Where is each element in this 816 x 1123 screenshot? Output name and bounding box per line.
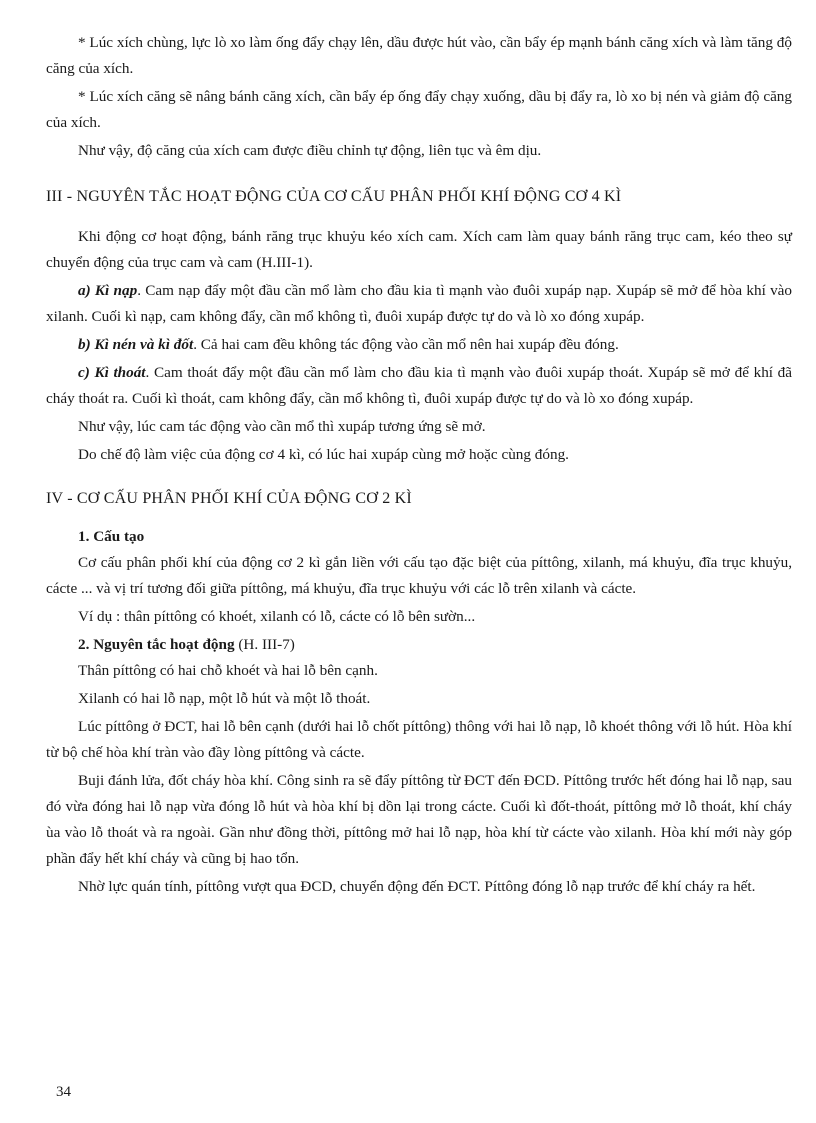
label-ki-nap: a) Kì nạp xyxy=(78,282,138,299)
paragraph-xich-cang: * Lúc xích căng sẽ nâng bánh căng xích, cần bẩy ép ống đẩy chạy xuống, dầu bị đẩy ra, lò xo bị nén và giảm độ căng của xích. xyxy=(46,88,792,131)
section-heading-iv: IV - CƠ CẤU PHÂN PHỐI KHÍ CỦA ĐỘNG CƠ 2 KÌ xyxy=(46,490,412,507)
paragraph-luc-pittong: Lúc píttông ở ĐCT, hai lỗ bên cạnh (dưới hai lỗ chốt píttông) thông với hai lỗ nạp, lỗ khoét thông với lỗ hút. Hòa khí từ bộ chế hòa khí tràn vào đầy lòng píttông và cácte. xyxy=(46,718,792,761)
paragraph-xilanh: Xilanh có hai lỗ nạp, một lỗ hút và một lỗ thoát. xyxy=(78,690,371,707)
subheading-nguyen-tac xyxy=(78,632,792,658)
paragraph-nhu-vay-xich: Như vậy, độ căng của xích cam được điều chỉnh tự động, liên tục và êm dịu. xyxy=(78,142,542,159)
paragraph-xich-chung: * Lúc xích chùng, lực lò xo làm ống đẩy chạy lên, dầu được hút vào, cần bẩy ép mạnh bánh căng xích và làm tăng độ căng của xích. xyxy=(46,34,792,77)
text-ki-nen-dot: . Cả hai cam đều không tác động vào cần mổ nên hai xupáp đều đóng. xyxy=(193,336,619,353)
paragraph-ki-nap xyxy=(46,278,792,330)
label-ki-thoat: c) Kì thoát xyxy=(78,364,146,381)
paragraph-nho-luc: Nhờ lực quán tính, píttông vượt qua ĐCD, chuyển động đến ĐCT. Píttông đóng lỗ nạp trước để khí cháy ra hết. xyxy=(78,878,756,895)
section-heading-iii: III - NGUYÊN TẮC HOẠT ĐỘNG CỦA CƠ CẤU PHÂN PHỐI KHÍ ĐỘNG CƠ 4 KÌ xyxy=(46,188,622,205)
paragraph-buji: Buji đánh lửa, đốt cháy hòa khí. Công sinh ra sẽ đẩy píttông từ ĐCT đến ĐCD. Píttông trước hết đóng hai lỗ nạp, sau đó vừa đóng hai lỗ nạp vừa đóng lỗ hút và hòa khí bị dồn lại trong cácte. Cuối kì đốt-thoát, píttông mở lỗ thoát, khí cháy ùa vào lỗ thoát và ra ngoài. Gần như đồng thời, píttông mở hai lỗ nạp, hòa khí từ cácte vào xilanh. Hòa khí mới này góp phần đẩy hết khí cháy và cũng bị hao tổn. xyxy=(46,772,792,867)
paragraph-ki-thoat xyxy=(46,360,792,412)
subheading-nguyen-tac-text: 2. Nguyên tắc hoạt động xyxy=(78,636,235,653)
paragraph-do-che-do: Do chế độ làm việc của động cơ 4 kì, có lúc hai xupáp cùng mở hoặc cùng đóng. xyxy=(78,446,569,463)
subheading-cau-tao: 1. Cấu tạo xyxy=(78,528,145,545)
figure-reference: (H. III-7) xyxy=(234,636,295,653)
paragraph-co-cau: Cơ cấu phân phối khí của động cơ 2 kì gắn liền với cấu tạo đặc biệt của píttông, xilanh, má khuỷu, đĩa trục khuỷu, cácte ... và vị trí tương đối giữa píttông, má khuỷu, đĩa trục khuỷu với các lỗ trên xilanh và cácte. xyxy=(46,554,792,597)
document-page xyxy=(46,30,792,1100)
paragraph-than-pittong: Thân píttông có hai chỗ khoét và hai lỗ bên cạnh. xyxy=(78,662,378,679)
page-number: 34 xyxy=(56,1084,71,1100)
text-ki-thoat: . Cam thoát đẩy một đầu cần mổ làm cho đầu kia tì mạnh vào đuôi xupáp thoát. Xupáp sẽ mở để khí đã cháy thoát ra. Cuối kì thoát, cam không đẩy, cần mổ không tì, đuôi xupáp được tự do và lò xo đóng xupáp. xyxy=(46,364,792,407)
text-ki-nap: . Cam nạp đẩy một đầu cần mổ làm cho đầu kia tì mạnh vào đuôi xupáp nạp. Xupáp sẽ mở để hòa khí vào xilanh. Cuối kì nạp, cam không đẩy, cần mổ không tì, đuôi xupáp được tự do và lò xo đóng xupáp. xyxy=(46,282,792,325)
paragraph-vi-du: Ví dụ : thân píttông có khoét, xilanh có lỗ, cácte có lỗ bên sườn... xyxy=(78,608,476,625)
paragraph-khi-dong-co: Khi động cơ hoạt động, bánh răng trục khuỷu kéo xích cam. Xích cam làm quay bánh răng trục cam, kéo theo sự chuyển động của trục cam và cam (H.III-1). xyxy=(46,228,792,271)
paragraph-ki-nen-dot xyxy=(46,332,792,358)
paragraph-nhu-vay-cam: Như vậy, lúc cam tác động vào cần mổ thì xupáp tương ứng sẽ mở. xyxy=(78,418,486,435)
label-ki-nen-dot: b) Kì nén và kì đốt xyxy=(78,336,194,353)
